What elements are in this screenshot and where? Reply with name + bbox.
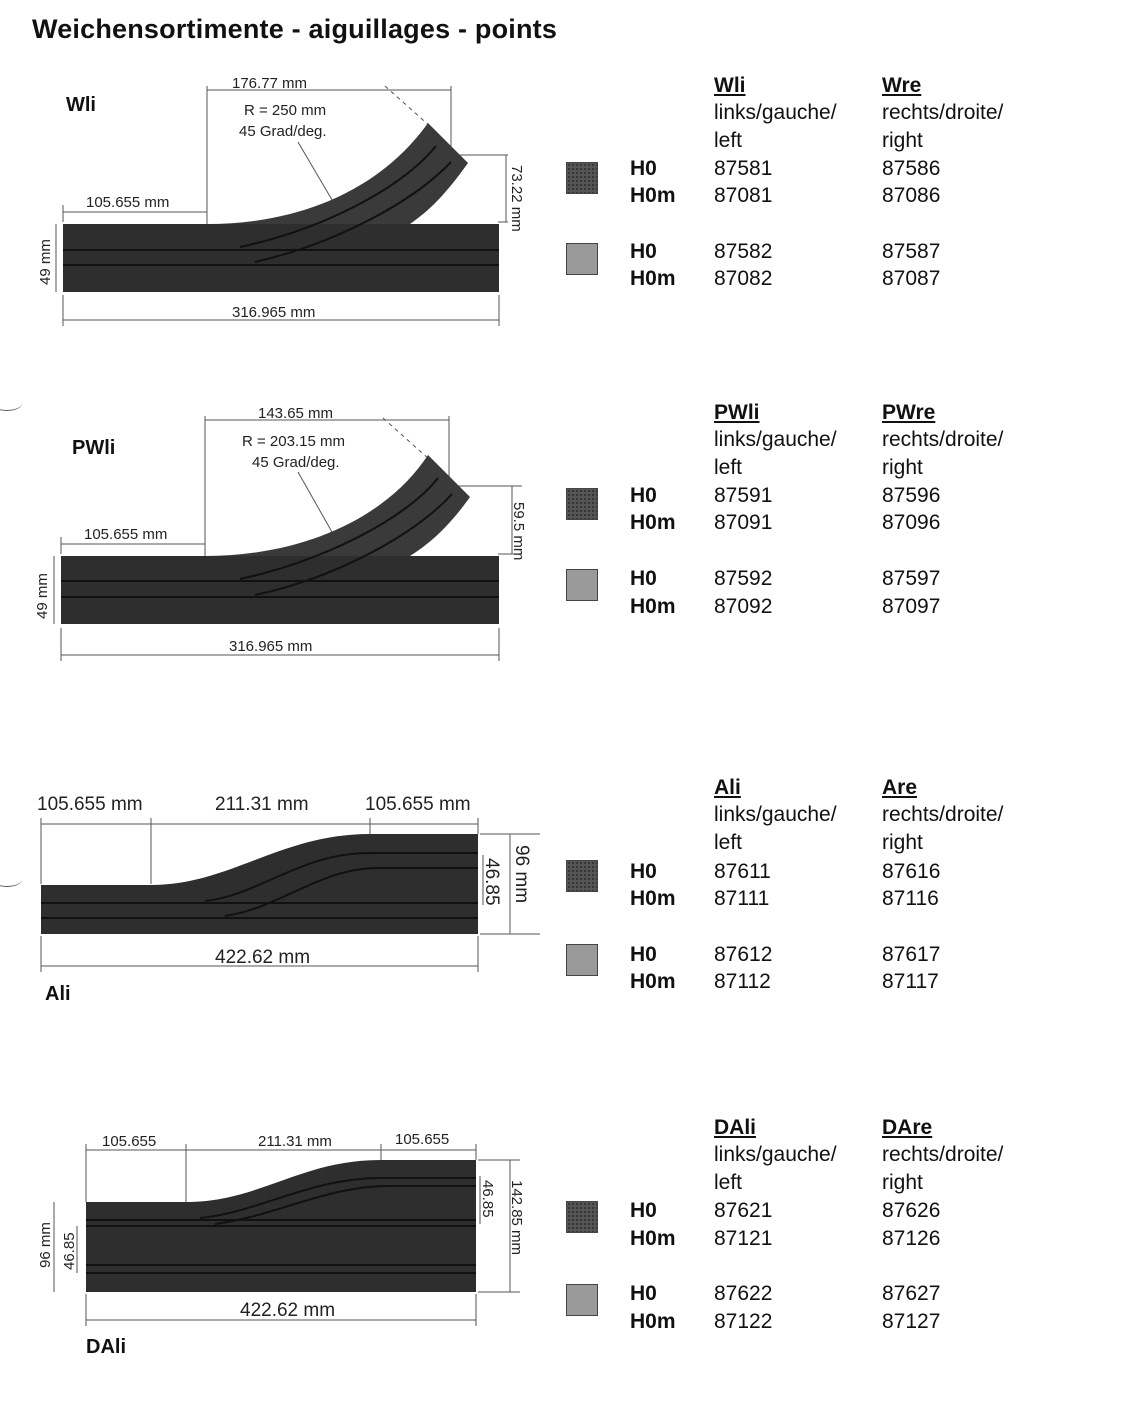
dim-width: 49 mm	[34, 573, 51, 619]
gauge-label: H0	[630, 943, 657, 966]
dim-left: 105.655	[102, 1133, 157, 1150]
gauge-label: H0	[630, 860, 657, 883]
dim-right: 105.655 mm	[365, 794, 471, 815]
dim-width: 49 mm	[37, 239, 54, 285]
article-number: 87091	[714, 511, 773, 534]
dim-height: 96 mm	[511, 845, 532, 904]
article-number: 87621	[714, 1199, 773, 1222]
right-column-sub2: right	[882, 831, 923, 854]
dim-angle: 45 Grad/deg.	[239, 123, 327, 140]
left-column-head: Ali	[714, 776, 741, 799]
dim-radius: R = 250 mm	[244, 102, 327, 119]
dim-total: 316.965 mm	[229, 638, 313, 655]
article-number: 87592	[714, 567, 773, 590]
gauge-label: H0	[630, 484, 657, 507]
article-number: 87627	[882, 1282, 941, 1305]
article-number: 87616	[882, 860, 941, 883]
right-column-head: Are	[882, 776, 918, 799]
gauge-label: H0m	[630, 970, 676, 993]
article-number: 87617	[882, 943, 941, 966]
gauge-label: H0m	[630, 1227, 676, 1250]
article-number: 87096	[882, 511, 941, 534]
dim-left: 105.655 mm	[84, 526, 168, 543]
left-column-head: DAli	[714, 1116, 756, 1139]
left-column-head: Wli	[714, 74, 746, 97]
right-column-sub1: rechts/droite/	[882, 1143, 1004, 1166]
article-number: 87112	[714, 970, 771, 993]
diagram-code: PWli	[72, 437, 116, 459]
dim-inner: 46.85	[481, 858, 502, 906]
page-title: Weichensortimente - aiguillages - points	[32, 14, 558, 44]
dim-inner-right: 46.85	[479, 1180, 496, 1218]
right-column-sub1: rechts/droite/	[882, 803, 1004, 826]
article-number: 87581	[714, 157, 773, 180]
left-column-sub1: links/gauche/	[714, 803, 837, 826]
article-number: 87116	[882, 887, 939, 910]
gauge-label: H0	[630, 1199, 657, 1222]
dim-middle: 211.31 mm	[215, 794, 309, 815]
swatch-light	[566, 1284, 598, 1316]
diagram-code: Ali	[45, 983, 71, 1005]
article-number: 87117	[882, 970, 939, 993]
article-number: 87591	[714, 484, 773, 507]
dim-total: 316.965 mm	[232, 304, 316, 321]
gauge-label: H0	[630, 567, 657, 590]
gauge-label: H0	[630, 157, 657, 180]
article-number: 87611	[714, 860, 771, 883]
article-number: 87596	[882, 484, 941, 507]
dim-angle: 45 Grad/deg.	[252, 454, 340, 471]
left-column-head: PWli	[714, 401, 760, 424]
gauge-label: H0m	[630, 511, 676, 534]
dim-total: 422.62 mm	[215, 947, 311, 968]
article-number: 87097	[882, 595, 941, 618]
article-number: 87612	[714, 943, 773, 966]
dim-height-right: 142.85 mm	[508, 1180, 525, 1256]
left-column-sub2: left	[714, 831, 743, 854]
dim-top: 176.77 mm	[232, 75, 308, 92]
dim-height: 59.5 mm	[510, 502, 527, 561]
dim-right: 105.655	[395, 1131, 450, 1148]
dim-middle: 211.31 mm	[258, 1133, 332, 1150]
article-number: 87597	[882, 567, 941, 590]
gauge-label: H0m	[630, 595, 676, 618]
gauge-label: H0m	[630, 1310, 676, 1333]
diagram-code: Wli	[66, 94, 96, 116]
dim-top: 143.65 mm	[258, 405, 334, 422]
article-number: 87082	[714, 267, 773, 290]
dim-radius: R = 203.15 mm	[242, 433, 345, 450]
left-column-sub2: left	[714, 456, 743, 479]
dim-total: 422.62 mm	[240, 1300, 336, 1321]
left-column-sub1: links/gauche/	[714, 428, 837, 451]
article-number: 87086	[882, 184, 941, 207]
article-number: 87092	[714, 595, 773, 618]
dim-inner-left: 46.85	[61, 1232, 78, 1270]
article-number: 87126	[882, 1227, 941, 1250]
article-number: 87122	[714, 1310, 773, 1333]
dim-left: 105.655 mm	[86, 194, 170, 211]
diagram-code: DAli	[86, 1336, 126, 1358]
gauge-label: H0	[630, 240, 657, 263]
right-column-sub2: right	[882, 456, 923, 479]
right-column-sub2: right	[882, 1171, 923, 1194]
article-number: 87127	[882, 1310, 941, 1333]
dim-left: 105.655 mm	[37, 794, 143, 815]
gauge-label: H0m	[630, 267, 676, 290]
article-number: 87586	[882, 157, 941, 180]
right-column-sub1: rechts/droite/	[882, 101, 1004, 124]
right-column-sub2: right	[882, 129, 923, 152]
article-number: 87622	[714, 1282, 773, 1305]
left-column-sub2: left	[714, 129, 743, 152]
left-column-sub2: left	[714, 1171, 743, 1194]
gauge-label: H0m	[630, 887, 676, 910]
dim-height-left: 96 mm	[37, 1222, 54, 1268]
gauge-label: H0m	[630, 184, 676, 207]
article-number: 87087	[882, 267, 941, 290]
left-column-sub1: links/gauche/	[714, 101, 837, 124]
gauge-label: H0	[630, 1282, 657, 1305]
article-number: 87582	[714, 240, 773, 263]
right-column-head: DAre	[882, 1116, 933, 1139]
article-number: 87121	[714, 1227, 773, 1250]
swatch-dark	[566, 1201, 598, 1233]
article-number: 87111	[714, 887, 770, 910]
article-number: 87081	[714, 184, 773, 207]
article-number: 87587	[882, 240, 941, 263]
right-column-sub1: rechts/droite/	[882, 428, 1004, 451]
right-column-head: Wre	[882, 74, 922, 97]
right-column-head: PWre	[882, 401, 936, 424]
article-number: 87626	[882, 1199, 941, 1222]
left-column-sub1: links/gauche/	[714, 1143, 837, 1166]
dim-height: 73.22 mm	[508, 165, 525, 232]
